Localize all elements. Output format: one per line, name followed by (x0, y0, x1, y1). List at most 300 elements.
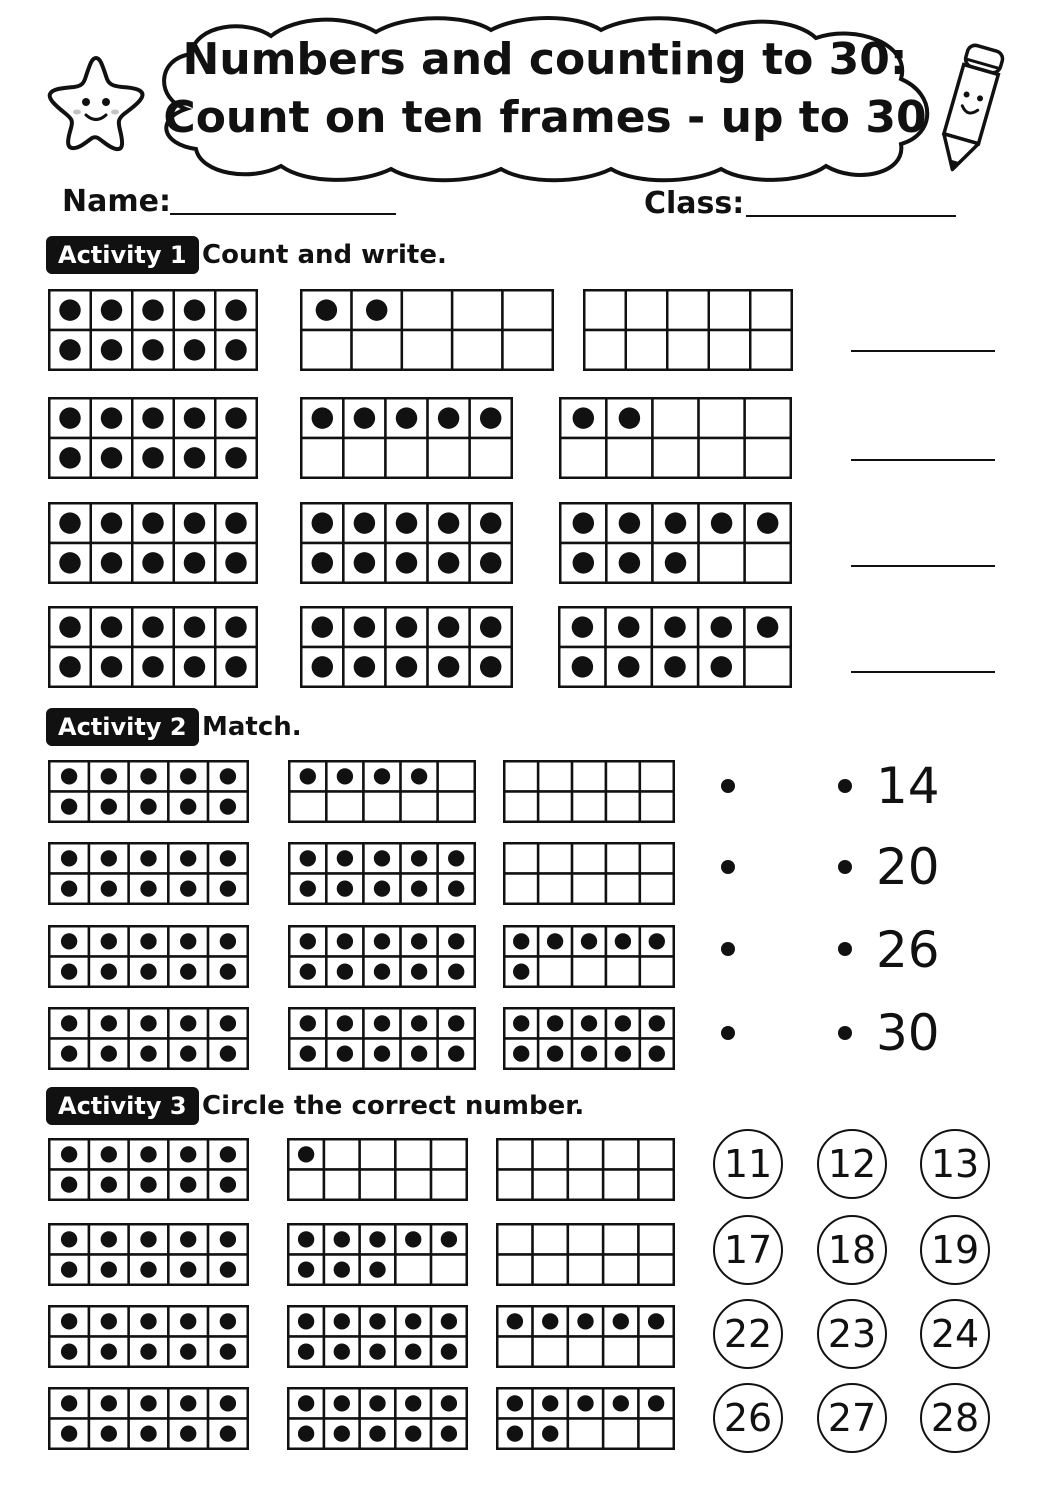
counter-dot (180, 963, 196, 979)
counter-dot (59, 407, 80, 428)
ten-frame-cell (504, 761, 538, 791)
ten-frame-cell (606, 792, 640, 822)
ten-frame-cell (497, 1337, 532, 1367)
ten-frame-cell (568, 1337, 603, 1367)
number-option[interactable]: 28 (920, 1383, 990, 1453)
ten-frame-cell (324, 1139, 360, 1169)
counter-dot (59, 656, 80, 677)
activity-1-badge: Activity 1 (46, 236, 199, 274)
ten-frame-grid (300, 289, 554, 371)
ten-frame-grid (288, 760, 476, 823)
counter-dot (757, 512, 778, 533)
ten-frame-cell (431, 1255, 467, 1285)
answer-line[interactable] (851, 459, 995, 461)
counter-dot (411, 850, 427, 866)
ten-frame-cell (502, 290, 552, 330)
ten-frame-cell (667, 330, 709, 370)
counter-dot (405, 1313, 421, 1329)
number-option[interactable]: 27 (817, 1383, 887, 1453)
ten-frame-cell (568, 1419, 603, 1449)
ten-frame-cell (428, 438, 470, 478)
counter-dot (140, 963, 156, 979)
counter-dot (101, 616, 122, 637)
ten-frame-cell (709, 330, 751, 370)
counter-dot (180, 850, 196, 866)
counter-dot (61, 1395, 77, 1411)
counter-dot (61, 880, 77, 896)
ten-frame-grid (48, 397, 258, 479)
counter-dot (140, 1045, 156, 1061)
counter-dot (184, 512, 205, 533)
counter-dot (448, 850, 464, 866)
ten-frame-cell (533, 1224, 568, 1254)
class-field[interactable] (746, 215, 956, 217)
counter-dot (300, 768, 316, 784)
counter-dot (225, 552, 246, 573)
counter-dot (220, 1015, 236, 1031)
counter-dot (225, 447, 246, 468)
ten-frame-cell (603, 1170, 638, 1200)
number-option[interactable]: 13 (920, 1129, 990, 1199)
counter-dot (334, 1231, 350, 1247)
counter-dot (354, 407, 375, 428)
counter-dot (396, 407, 417, 428)
counter-dot (334, 1343, 350, 1359)
ten-frame-cell (606, 761, 640, 791)
number-option[interactable]: 23 (817, 1299, 887, 1369)
ten-frame-cell (401, 792, 438, 822)
ten-frame-grid (559, 502, 792, 584)
counter-dot (337, 963, 353, 979)
counter-dot (441, 1313, 457, 1329)
counter-dot (448, 880, 464, 896)
match-number: 14 (876, 757, 940, 815)
counter-dot (648, 1313, 664, 1329)
ten-frame-cell (538, 792, 572, 822)
counter-dot (101, 850, 117, 866)
counter-dot (573, 512, 594, 533)
ten-frame (288, 760, 476, 823)
counter-dot (61, 933, 77, 949)
counter-dot (619, 512, 640, 533)
counter-dot (180, 1015, 196, 1031)
number-option[interactable]: 22 (713, 1299, 783, 1369)
title-line-2: Count on ten frames - up to 30 (163, 92, 927, 143)
ten-frame-cell (560, 438, 606, 478)
counter-dot (649, 933, 665, 949)
counter-dot (61, 1425, 77, 1441)
ten-frame-cell (603, 1337, 638, 1367)
counter-dot (396, 616, 417, 637)
counter-dot (298, 1425, 314, 1441)
ten-frame-grid (48, 1223, 249, 1286)
counter-dot (101, 1231, 117, 1247)
counter-dot (142, 407, 163, 428)
ten-frame-cell (452, 330, 502, 370)
ten-frame (48, 1138, 249, 1201)
counter-dot (374, 1045, 390, 1061)
ten-frame-cell (568, 1170, 603, 1200)
counter-dot (225, 339, 246, 360)
counter-dot (180, 1176, 196, 1192)
counter-dot (59, 512, 80, 533)
ten-frame-cell (638, 1139, 673, 1169)
counter-dot (142, 616, 163, 637)
ten-frame-cell (640, 761, 674, 791)
counter-dot (140, 880, 156, 896)
match-dot-right[interactable] (838, 779, 852, 793)
counter-dot (615, 1015, 631, 1031)
ten-frame (287, 1138, 468, 1201)
counter-dot (61, 1231, 77, 1247)
number-option[interactable]: 26 (713, 1383, 783, 1453)
counter-dot (480, 512, 501, 533)
ten-frame-cell (363, 792, 400, 822)
ten-frame (503, 842, 675, 905)
number-option[interactable]: 19 (920, 1215, 990, 1285)
counter-dot (59, 552, 80, 573)
counter-dot (507, 1425, 523, 1441)
ten-frame (48, 760, 249, 823)
counter-dot (101, 1425, 117, 1441)
ten-frame (288, 925, 476, 988)
counter-dot (334, 1261, 350, 1277)
ten-frame-cell (533, 1170, 568, 1200)
ten-frame-cell (745, 543, 791, 583)
counter-dot (101, 299, 122, 320)
counter-dot (507, 1395, 523, 1411)
ten-frame-grid (48, 1305, 249, 1368)
ten-frame-grid (496, 1387, 675, 1450)
counter-dot (507, 1313, 523, 1329)
ten-frame-cell (603, 1255, 638, 1285)
counter-dot (665, 552, 686, 573)
counter-dot (300, 880, 316, 896)
ten-frame-cell (603, 1224, 638, 1254)
ten-frame (503, 925, 675, 988)
counter-dot (448, 933, 464, 949)
counter-dot (396, 552, 417, 573)
ten-frame-cell (502, 330, 552, 370)
ten-frame (503, 1007, 675, 1070)
number-option[interactable]: 12 (817, 1129, 887, 1199)
number-option[interactable]: 17 (713, 1215, 783, 1285)
counter-dot (220, 1146, 236, 1162)
match-dot-left[interactable] (721, 860, 735, 874)
ten-frame-cell (750, 290, 792, 330)
ten-frame-grid (287, 1223, 468, 1286)
ten-frame-cell (603, 1419, 638, 1449)
counter-dot (648, 1395, 664, 1411)
counter-dot (140, 768, 156, 784)
counter-dot (61, 1343, 77, 1359)
ten-frame-cell (324, 1170, 360, 1200)
counter-dot (312, 407, 333, 428)
ten-frame-grid (48, 289, 258, 371)
ten-frame-grid (300, 502, 513, 584)
counter-dot (142, 299, 163, 320)
ten-frame (503, 760, 675, 823)
ten-frame-cell (470, 438, 512, 478)
ten-frame-grid (48, 1387, 249, 1450)
counter-dot (101, 963, 117, 979)
counter-dot (61, 963, 77, 979)
counter-dot (438, 616, 459, 637)
ten-frame-cell (572, 957, 606, 987)
counter-dot (101, 447, 122, 468)
counter-dot (61, 1015, 77, 1031)
counter-dot (438, 552, 459, 573)
counter-dot (441, 1395, 457, 1411)
name-field[interactable] (170, 213, 396, 215)
activity-1-instruction: Count and write. (202, 240, 447, 270)
ten-frame-cell (395, 1255, 431, 1285)
counter-dot (298, 1231, 314, 1247)
ten-frame (300, 606, 513, 688)
ten-frame-grid (300, 397, 513, 479)
counter-dot (140, 1261, 156, 1277)
counter-dot (334, 1425, 350, 1441)
ten-frame-grid (48, 842, 249, 905)
ten-frame (48, 289, 258, 371)
match-number: 26 (876, 921, 940, 979)
ten-frame-cell (497, 1224, 532, 1254)
counter-dot (613, 1395, 629, 1411)
counter-dot (513, 1015, 529, 1031)
counter-dot (405, 1395, 421, 1411)
ten-frame-cell (745, 398, 791, 438)
counter-dot (225, 299, 246, 320)
ten-frame-grid (48, 760, 249, 823)
ten-frame-cell (504, 792, 538, 822)
ten-frame (48, 1305, 249, 1368)
ten-frame-cell (497, 1139, 532, 1169)
ten-frame-grid (288, 842, 476, 905)
ten-frame-cell (709, 290, 751, 330)
ten-frame (48, 1007, 249, 1070)
match-dot-right[interactable] (838, 860, 852, 874)
ten-frame-cell (638, 1224, 673, 1254)
ten-frame-grid (503, 760, 675, 823)
ten-frame-cell (431, 1170, 467, 1200)
ten-frame-cell (395, 1170, 431, 1200)
counter-dot (369, 1343, 385, 1359)
counter-dot (441, 1231, 457, 1247)
counter-dot (337, 850, 353, 866)
counter-dot (298, 1146, 314, 1162)
ten-frame-cell (538, 843, 572, 873)
ten-frame-cell (431, 1139, 467, 1169)
ten-frame (288, 1007, 476, 1070)
counter-dot (354, 552, 375, 573)
ten-frame-cell (301, 438, 343, 478)
counter-dot (312, 552, 333, 573)
counter-dot (438, 512, 459, 533)
class-label: Class: (644, 186, 745, 221)
number-option[interactable]: 18 (817, 1215, 887, 1285)
counter-dot (618, 656, 639, 677)
counter-dot (140, 1395, 156, 1411)
counter-dot (312, 656, 333, 677)
counter-dot (300, 933, 316, 949)
ten-frame-cell (750, 330, 792, 370)
counter-dot (374, 768, 390, 784)
counter-dot (542, 1425, 558, 1441)
counter-dot (337, 1015, 353, 1031)
ten-frame-cell (533, 1139, 568, 1169)
ten-frame-cell (288, 1170, 324, 1200)
counter-dot (61, 1045, 77, 1061)
counter-dot (101, 1343, 117, 1359)
match-dot-right[interactable] (838, 942, 852, 956)
ten-frame (496, 1223, 675, 1286)
counter-dot (61, 850, 77, 866)
counter-dot (337, 1045, 353, 1061)
counter-dot (374, 880, 390, 896)
counter-dot (354, 656, 375, 677)
ten-frame-grid (48, 925, 249, 988)
ten-frame-grid (583, 289, 793, 371)
ten-frame (496, 1305, 675, 1368)
ten-frame-cell (638, 1419, 673, 1449)
star-icon (44, 52, 148, 152)
number-option[interactable]: 11 (713, 1129, 783, 1199)
ten-frame (300, 397, 513, 479)
ten-frame-cell (395, 1139, 431, 1169)
ten-frame-grid (287, 1305, 468, 1368)
ten-frame-grid (288, 925, 476, 988)
match-dot-left[interactable] (721, 942, 735, 956)
ten-frame-cell (652, 398, 698, 438)
ten-frame-cell (402, 330, 452, 370)
counter-dot (441, 1343, 457, 1359)
counter-dot (59, 339, 80, 360)
counter-dot (184, 299, 205, 320)
ten-frame-cell (402, 290, 452, 330)
match-dot-left[interactable] (721, 1026, 735, 1040)
ten-frame (48, 842, 249, 905)
counter-dot (619, 552, 640, 573)
counter-dot (411, 880, 427, 896)
counter-dot (480, 552, 501, 573)
counter-dot (649, 1045, 665, 1061)
counter-dot (61, 1313, 77, 1329)
counter-dot (142, 512, 163, 533)
counter-dot (411, 963, 427, 979)
counter-dot (101, 880, 117, 896)
counter-dot (337, 933, 353, 949)
ten-frame-cell (572, 843, 606, 873)
counter-dot (180, 1146, 196, 1162)
counter-dot (220, 1395, 236, 1411)
counter-dot (298, 1313, 314, 1329)
counter-dot (140, 933, 156, 949)
counter-dot (480, 616, 501, 637)
counter-dot (220, 1425, 236, 1441)
ten-frame-cell (640, 957, 674, 987)
counter-dot (711, 616, 732, 637)
counter-dot (59, 616, 80, 637)
counter-dot (572, 616, 593, 637)
match-dot-left[interactable] (721, 779, 735, 793)
counter-dot (411, 933, 427, 949)
ten-frame-grid (503, 925, 675, 988)
ten-frame-cell (606, 874, 640, 904)
counter-dot (374, 850, 390, 866)
ten-frame-grid (48, 1007, 249, 1070)
counter-dot (448, 1015, 464, 1031)
counter-dot (711, 656, 732, 677)
counter-dot (354, 512, 375, 533)
answer-line[interactable] (851, 565, 995, 567)
ten-frame-grid (503, 1007, 675, 1070)
ten-frame-grid (496, 1305, 675, 1368)
ten-frame (48, 1387, 249, 1450)
match-dot-right[interactable] (838, 1026, 852, 1040)
ten-frame-grid (48, 1138, 249, 1201)
answer-line[interactable] (851, 350, 995, 352)
counter-dot (613, 1313, 629, 1329)
ten-frame-cell (640, 874, 674, 904)
ten-frame-grid (496, 1223, 675, 1286)
counter-dot (547, 1015, 563, 1031)
counter-dot (101, 1261, 117, 1277)
counter-dot (577, 1395, 593, 1411)
counter-dot (664, 616, 685, 637)
counter-dot (369, 1231, 385, 1247)
ten-frame-cell (533, 1255, 568, 1285)
counter-dot (581, 933, 597, 949)
ten-frame-grid (559, 397, 792, 479)
activity-3-badge: Activity 3 (46, 1087, 199, 1125)
counter-dot (184, 447, 205, 468)
counter-dot (142, 339, 163, 360)
counter-dot (140, 1231, 156, 1247)
counter-dot (337, 768, 353, 784)
counter-dot (619, 407, 640, 428)
counter-dot (405, 1231, 421, 1247)
activity-2-badge: Activity 2 (46, 708, 199, 746)
counter-dot (225, 616, 246, 637)
ten-frame-cell (584, 330, 626, 370)
counter-dot (101, 1045, 117, 1061)
counter-dot (542, 1395, 558, 1411)
counter-dot (101, 1395, 117, 1411)
counter-dot (396, 512, 417, 533)
counter-dot (101, 512, 122, 533)
ten-frame-cell (504, 843, 538, 873)
number-option[interactable]: 24 (920, 1299, 990, 1369)
counter-dot (334, 1313, 350, 1329)
counter-dot (180, 1425, 196, 1441)
ten-frame (48, 1223, 249, 1286)
ten-frame (287, 1387, 468, 1450)
ten-frame-grid (287, 1387, 468, 1450)
counter-dot (225, 512, 246, 533)
counter-dot (101, 933, 117, 949)
ten-frame-grid (288, 1007, 476, 1070)
counter-dot (300, 1045, 316, 1061)
counter-dot (140, 850, 156, 866)
ten-frame-cell (572, 792, 606, 822)
counter-dot (220, 1313, 236, 1329)
counter-dot (480, 407, 501, 428)
counter-dot (220, 880, 236, 896)
counter-dot (101, 339, 122, 360)
answer-line[interactable] (851, 671, 995, 673)
counter-dot (140, 1313, 156, 1329)
counter-dot (220, 933, 236, 949)
